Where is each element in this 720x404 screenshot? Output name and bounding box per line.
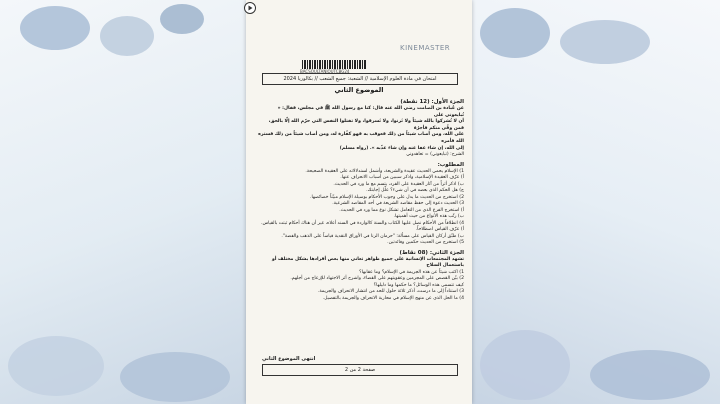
question-item: 2) استخرج من الحديث ما يدل على وجوب الأحكام بوسيلة الإسلام مبيّناً خصائصها.	[310, 194, 464, 200]
question-item: أ) استخرج الفرع الذي من التعامل تشكل نوع مما ورد في الحديث.	[339, 207, 464, 213]
question-item: 1) الإسلام يحمي الحديث عقيدة والشريعة، وأشمل لسندلالاته على العقيدة الصحيحة.	[305, 168, 464, 174]
decorative-flower	[560, 20, 650, 64]
hadith-line: إلى الله، إن شاء عفا عنه وإن شاء عذّبه ». (رواه مسلم)	[339, 145, 464, 151]
part1-heading: الجزء الأول: (12 نقطة)	[400, 99, 464, 105]
barcode	[302, 60, 366, 69]
part2-heading: الجزء الثاني: (08 نقاط)	[399, 249, 464, 256]
question-item: 4) انطلاقاً من الأحكام نصل عليها الكتاب والسنة كالواردة في السند أعلاه، غير أن هناك أحكام ثبتت بالقياس.	[261, 220, 464, 226]
question-item: ب) طبّق أركان القياس على مسألة: "حرمان الزنا في الأوراق النقدية قياساً على الذهب والفضة".	[281, 233, 464, 239]
question-item: ب) رتّب هذه الأنواع من حيث أهميتها.	[393, 214, 464, 220]
part2-intro: تشهد المجتمعات الإنسانية على جميع ظواهر تعاني منها بعض أفرادها بشكل مختلف أو باستعمال السلاح	[272, 256, 464, 269]
hadith-line: عن عُبادة بن الصامت رضي الله عنه قال: كنا مع رسول الله ﷺ في مجلس، فقال: « تُبايعوني على	[277, 106, 464, 118]
question-item: أ) عرّف العقيدة الإسلامية، واذكر سببين من أسباب الانحراف عنها.	[340, 175, 464, 181]
exam-header: امتحان في مادة العلوم الإسلامية // الشعبة: جميع الشعب // بكالوريا 2024	[262, 73, 458, 85]
question-item: ج) هل الحكم الذي بعضه في أن شيء؟ علّل إجابتك.	[366, 188, 464, 194]
question-item: 3) استناداً إلى ما درست، أذكر ثلاثة حلول للحد من انتشار الانحراف والجريمة.	[317, 289, 464, 295]
decorative-flower	[20, 6, 90, 50]
decorative-flower	[480, 330, 570, 400]
question-item: 1) اكتب شيئاً عن هذه الجريمة في الإسلام؟ وما عقابها؟	[359, 269, 464, 275]
watermark-text: KINEMASTER	[400, 44, 451, 52]
decorative-flower	[480, 8, 550, 58]
decorative-flower	[590, 350, 710, 400]
decorative-flower	[120, 352, 230, 402]
page-number: صفحة 2 من 2	[262, 364, 458, 376]
question-item: 5) استخرج من الحديث حكمين وفائدتين.	[387, 240, 464, 246]
hadith-line: على الله، ومن أصاب شيئاً من ذلك فعوقب به فهو كفّارة له، ومن أصاب شيئاً من ذلك فستره الله فأمره	[258, 132, 464, 144]
question-item: ب) اذكر أثراً من آثار العقيدة على الفرد، يتسم مع ما ورد في الحديث.	[333, 181, 464, 187]
end-note: انتهى الموضوع الثاني	[262, 356, 316, 362]
barcode-text: BACSOULTANIOUTCBG24	[300, 69, 350, 74]
question-item: 2) بيّن القصص على المجرمين وعقوبتهم على القضاء، واشرح أثر الاجتهاد للإزعاج من أجلهم.	[290, 276, 464, 282]
decorative-flower	[160, 4, 204, 34]
play-icon	[244, 2, 256, 14]
question-item: 3) الحديث دعوة إلى حفظ مقاصد الشريعة في أحد المقاصد الشرعية.	[332, 201, 464, 207]
hadith-line: أن لا تُشركوا بالله شيئاً ولا تَزنوا، ولا تَسرقوا، ولا تقتلوا النفس التي حرّم الله إلّا بالحق، فمن وفّى منكم فأجرُهُ	[268, 119, 464, 131]
decorative-flower	[100, 16, 154, 56]
hadith-explanation: الشرح: (تبايعوني) = تعاهدوني	[406, 152, 464, 158]
question-item: أ) عرّف القياس اصطلاحاً.	[415, 227, 464, 233]
decorative-flower	[8, 336, 104, 396]
subject-title: الموضوع الثاني	[334, 86, 384, 94]
question-item: كيف تتسمى هذه الوسائل؟ ما حكمها وما دليلها؟	[373, 282, 464, 288]
required-label: المطلوب:	[437, 161, 464, 168]
exam-content	[258, 96, 464, 302]
question-item: 4) ما الحل الذي عن منهج الإسلام في محاربة الانحراف والجريمة بالتفصيل.	[322, 295, 464, 301]
